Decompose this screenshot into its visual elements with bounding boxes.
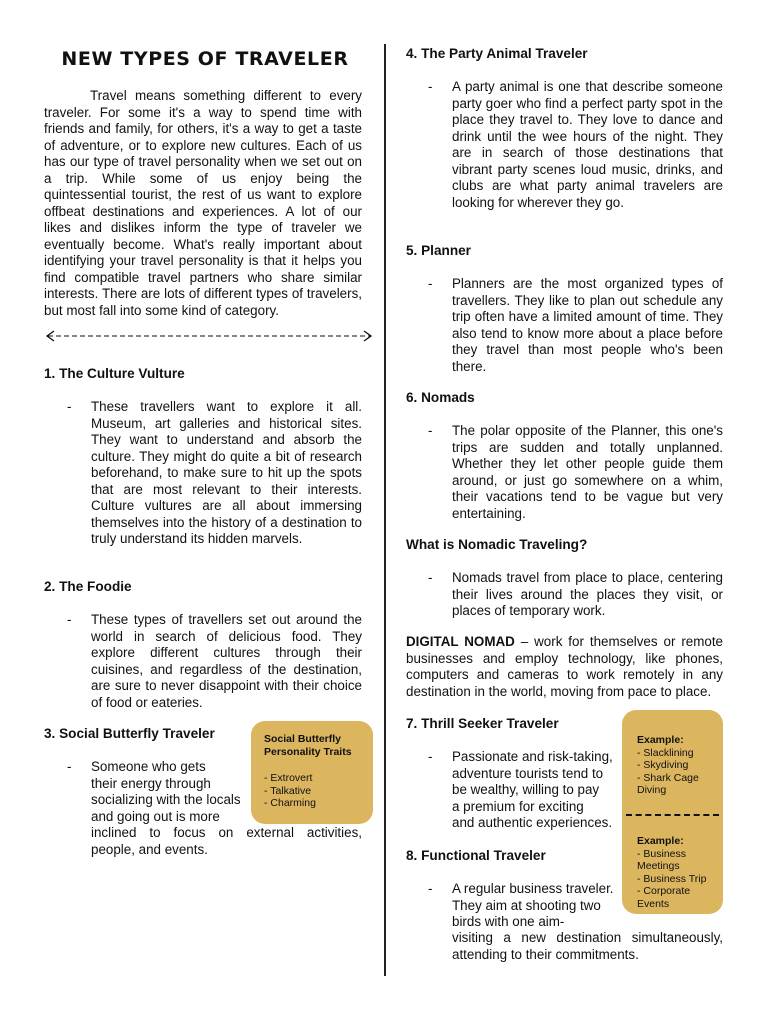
section-heading-culture-vulture: 1. The Culture Vulture [44,366,185,381]
digital-nomad-text: – work for themselves or remote businesses and employ technology, like phones, computers and cameras to work remotely in any destination in the world, moving from pace to place. [406,634,723,699]
trait-item: - Charming [264,797,316,810]
traits-box-title: Social Butterfly Personality Traits [264,733,352,758]
party-animal-text: A party animal is one that describe someone party goer who find a perfect party spot in the place they travel to. They love to dance and drink until the wee hours of the night. They are in search of those destinations that vibrant party scenes loud music, drinks, and clubs are what party animal travelers are looking for wherever they go. [452,79,723,210]
section-heading-functional-traveler: 8. Functional Traveler [406,848,546,863]
example-item: - Skydiving [637,759,689,772]
social-butterfly-wrapped-text: Someone who gets their energy through socializing with the locals and going out is more [91,759,241,824]
double-arrow-divider [44,330,374,342]
functional-examples [637,835,723,911]
column-divider [384,44,386,976]
examples-box [622,710,723,914]
thrill-seeker-text: Passionate and risk-taking, adventure tourists tend to be wealthy, willing to pay a premium for exciting and authentic experiences. [452,749,613,830]
section-heading-foodie: 2. The Foodie [44,579,132,594]
bullet-dash: - [67,612,72,627]
examples-dashed-divider [626,814,719,816]
section-heading-party-animal: 4. The Party Animal Traveler [406,46,588,61]
bullet-dash: - [428,749,433,764]
example-item: - Business Trip [637,872,707,885]
example-item: - Business Meetings [637,847,687,873]
bullet-dash: - [428,881,433,896]
foodie-text: These types of travellers set out around the world in search of delicious food. They explore different cultures through their cuisines, and regardless of the destination, are sure to never disappoint with their choice of food or eateries. [91,612,362,710]
section-heading-planner: 5. Planner [406,243,471,258]
section-heading-nomads: 6. Nomads [406,390,475,405]
functional-traveler-text: visiting a new destination simultaneously, attending to their commitments. [452,930,723,962]
social-butterfly-traits-box [251,721,373,824]
example-item: - Corporate Events [637,885,691,910]
bullet-dash: - [428,276,433,291]
example-item: - Shark Cage Diving [637,771,699,797]
culture-vulture-text: These travellers want to explore it all. Museum, art galleries and historical sites. They want to understand and absorb the culture. They might do quite a bit of research beforehand, to make sure to hit up the spots that are most relevant to their interests. Culture vultures are all about immersing themselves into the history of a destination to truly understand its hidden marvels. [91,399,362,546]
planner-text: Planners are the most organized types of travellers. They like to plan out schedule any trip often have a limited amount of time. They also tend to know more about a place before they travel than most people who's been there. [452,276,723,374]
example-label: Example: [637,734,684,746]
bullet-dash: - [67,399,72,414]
section-heading-thrill-seeker: 7. Thrill Seeker Traveler [406,716,559,731]
bullet-dash: - [67,759,72,774]
nomadic-traveling-text: Nomads travel from place to place, centering their lives around the places they visit, or places of temporary work. [452,570,723,618]
social-butterfly-text: inclined to focus on external activities, people, and events. [91,825,362,857]
functional-traveler-wrapped-text: A regular business traveler. They aim at shooting two birds with one aim- [452,881,614,929]
bullet-dash: - [428,423,433,438]
section-heading-nomadic-traveling: What is Nomadic Traveling? [406,537,588,552]
bullet-dash: - [428,570,433,585]
thrill-examples [637,734,723,797]
example-item: - Slacklining [637,746,694,759]
intro-paragraph: Travel means something different to every traveler. For some it's a way to spend time with friends and family, for others, it's a way to get a taste of adventure, or to explore new cultures. Each of us has our type of travel personality when we set out on a trip. While some of us enjoy being the quintessential tourist, the rest of us want to explore offbeat destinations and experiences. A lot of our likes and dislikes inform the type of traveler we eventually become. What's really important about identifying your travel personality is that it helps you find compatible travel partners who share similar interests. There are lots of different types of travelers, but most fall into some kind of category. [44,88,362,318]
trait-item: - Extrovert [264,772,313,785]
section-heading-social-butterfly: 3. Social Butterfly Traveler [44,726,215,741]
digital-nomad-label: DIGITAL NOMAD [406,634,515,649]
example-label: Example: [637,835,684,847]
page-title: NEW TYPES OF TRAVELER [61,48,349,70]
digital-nomad-paragraph [406,634,723,700]
nomads-text: The polar opposite of the Planner, this one's trips are sudden and totally unplanned. Whether they let other people guide them around, or just go somewhere on a whim, their vacations tend to be vague but very entertaining. [452,423,723,521]
trait-item: - Talkative [264,784,312,797]
bullet-dash: - [428,79,433,94]
